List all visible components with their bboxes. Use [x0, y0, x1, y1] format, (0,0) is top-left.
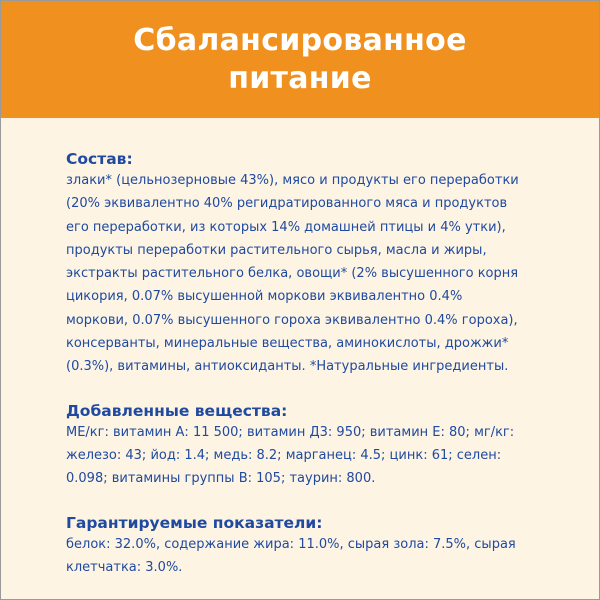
guaranteed-line: белок: 32.0%, содержание жира: 11.0%, сырая зола: 7.5%, сырая: [66, 536, 516, 552]
composition-line: продукты переработки растительного сырья, масла и жиры,: [66, 242, 487, 258]
composition-line: (0.3%), витамины, антиоксиданты. *Натуральные ингредиенты.: [66, 359, 509, 375]
composition-line: экстракты растительного белка, овощи* (2% высушенного корня: [66, 266, 519, 282]
guaranteed-text: [66, 533, 546, 580]
spacer: [66, 379, 546, 401]
title-line-2: питание: [228, 60, 372, 96]
composition-text: [66, 169, 546, 379]
composition-line: консерванты, минеральные вещества, аминокислоты, дрожжи*: [66, 336, 509, 352]
composition-line: моркови, 0.07% высушенного гороха эквивалентно 0.4% гороха),: [66, 312, 518, 328]
additives-heading: Добавленные вещества:: [66, 401, 288, 420]
guaranteed-line: клетчатка: 3.0%.: [66, 559, 183, 575]
spacer: [66, 491, 546, 513]
additives-text: [66, 421, 546, 491]
composition-line: злаки* (цельнозерновые 43%), мясо и продукты его переработки: [66, 173, 519, 188]
title-line-1: Сбалансированное: [133, 22, 467, 58]
additives-line: железо: 43; йод: 1.4; медь: 8.2; марганец: 4.5; цинк: 61; селен:: [66, 447, 502, 463]
composition-heading: Состав:: [66, 150, 133, 168]
composition-line: его переработки, из которых 14% домашней птицы и 4% утки),: [66, 219, 506, 235]
header-banner: [1, 1, 599, 118]
composition-line: (20% эквивалентно 40% регидратированного мяса и продуктов: [66, 196, 508, 212]
guaranteed-heading: Гарантируемые показатели:: [66, 513, 323, 532]
additives-section: [66, 401, 546, 491]
composition-line: цикория, 0.07% высушенной моркови эквивалентно 0.4%: [66, 289, 463, 305]
guaranteed-section: [66, 513, 546, 580]
additives-line: 0.098; витамины группы В: 105; таурин: 800.: [66, 471, 376, 487]
additives-line: МЕ/кг: витамин А: 11 500; витамин Д3: 950; витамин Е: 80; мг/кг:: [66, 424, 515, 440]
composition-section: [66, 149, 546, 379]
content: [66, 149, 546, 579]
